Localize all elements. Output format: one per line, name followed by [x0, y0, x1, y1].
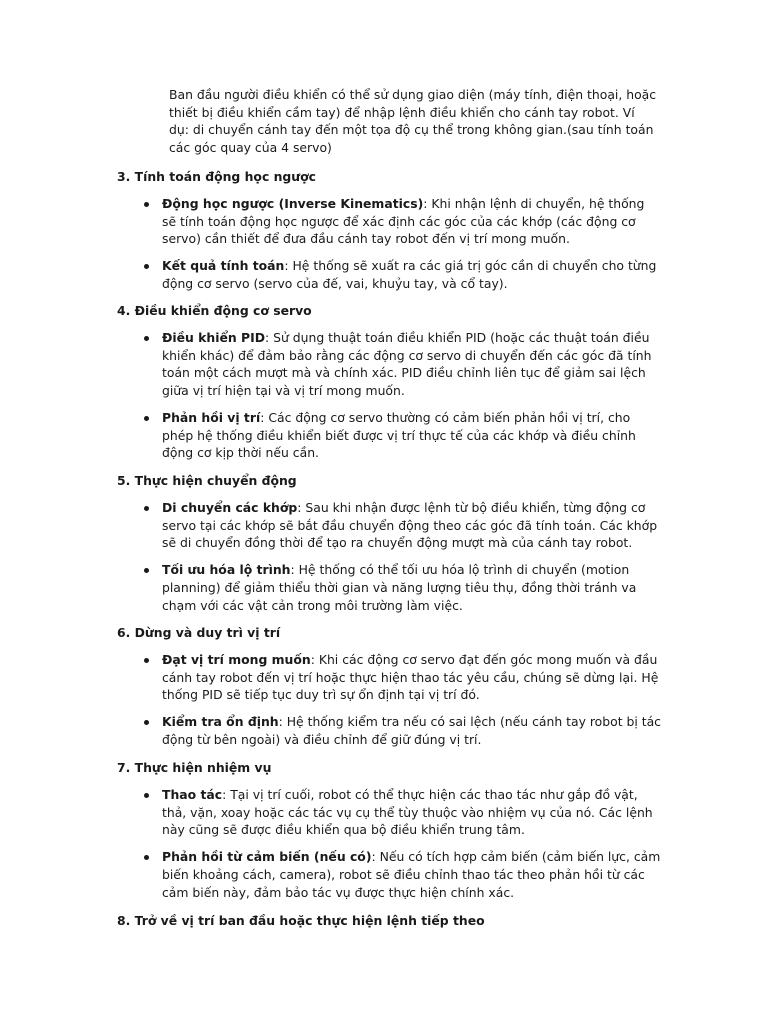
section-heading: 3. Tính toán động học ngược [117, 169, 316, 184]
item-term: Điều khiển PID [162, 330, 265, 345]
list-item [117, 257, 662, 292]
item-text: : Sử dụng thuật toán điều khiển PID (hoặc các thuật toán điều khiển khác) để đảm bảo rằng các động cơ servo di chuyển đến các góc đã tính toán một cách mượt mà và chính xác. PID điều chỉnh liên tục để giảm sai lệch giữa vị trí hiện tại và vị trí mong muốn. [162, 330, 652, 399]
item-text: : Hệ thống kiểm tra nếu có sai lệch (nếu cánh tay robot bị tác động từ bên ngoài) và điều chỉnh để giữ đúng vị trí. [162, 714, 661, 747]
item-text: : Khi các động cơ servo đạt đến góc mong muốn và đầu cánh tay robot đến vị trí hoặc thực hiện thao tác yêu cầu, chúng sẽ dừng lại. Hệ thống PID sẽ tiếp tục duy trì sự ổn định tại vị trí đó. [162, 652, 659, 703]
item-term: Kết quả tính toán [162, 258, 285, 274]
section-7 [117, 759, 662, 901]
section-heading: 8. Trở về vị trí ban đầu hoặc thực hiện lệnh tiếp theo [117, 913, 485, 928]
list-item [117, 195, 662, 248]
item-term: Phản hồi vị trí [162, 409, 261, 425]
item-term: Đạt vị trí mong muốn [162, 652, 311, 667]
section-8 [117, 912, 662, 930]
item-text: : Khi nhận lệnh di chuyển, hệ thống sẽ tính toán động học ngược để xác định các góc của các khớp (các động cơ servo) cần thiết để đưa đầu cánh tay robot đến vị trí mong muốn. [162, 196, 645, 247]
bullet-list [117, 786, 662, 901]
section-heading: 6. Dừng và duy trì vị trí [117, 625, 281, 640]
list-item [117, 713, 662, 748]
list-item [117, 786, 662, 839]
list-item [117, 848, 662, 901]
item-text: : Hệ thống sẽ xuất ra các giá trị góc cần di chuyển cho từng động cơ servo (servo của đế, vai, khuỷu tay, và cổ tay). [162, 258, 657, 291]
item-term: Kiểm tra ổn định [162, 714, 279, 730]
item-term: Thao tác [162, 787, 223, 802]
item-term: Tối ưu hóa lộ trình [162, 562, 291, 578]
item-text: : Nếu có tích hợp cảm biến (cảm biến lực, cảm biến khoảng cách, camera), robot sẽ điều chỉnh thao tác theo phản hồi từ các cảm biến này, đảm bảo tác vụ được thực hiện chính xác. [162, 849, 661, 900]
item-text: : Hệ thống có thể tối ưu hóa lộ trình di chuyển (motion planning) để giảm thiểu thời gian và năng lượng tiêu thụ, đồng thời tránh va chạm với các vật cản trong môi trường làm việc. [162, 562, 637, 613]
list-item [117, 329, 662, 400]
list-item [117, 561, 662, 614]
bullet-list [117, 195, 662, 293]
section-3 [117, 168, 662, 293]
item-text: : Sau khi nhận được lệnh từ bộ điều khiển, từng động cơ servo tại các khớp sẽ bắt đầu chuyển động theo các góc đã tính toán. Các khớp sẽ di chuyển đồng thời để tạo ra chuyển động mượt mà của cánh tay robot. [162, 500, 658, 551]
bullet-list [117, 329, 662, 462]
list-item [117, 499, 662, 552]
bullet-list [117, 499, 662, 614]
section-heading: 5. Thực hiện chuyển động [117, 473, 297, 488]
section-5 [117, 472, 662, 614]
list-item [117, 409, 662, 462]
intro-paragraph: Ban đầu người điều khiển có thể sử dụng giao diện (máy tính, điện thoại, hoặc thiết bị điều khiển cầm tay) để nhập lệnh điều khiển cho cánh tay robot. Ví dụ: di chuyển cánh tay đến một tọa độ cụ thể trong không gian.(sau tính toán các góc quay của 4 servo) [169, 87, 657, 156]
item-text: : Tại vị trí cuối, robot có thể thực hiện các thao tác như gắp đồ vật, thả, vặn, xoay hoặc các tác vụ cụ thể tùy thuộc vào nhiệm vụ của nó. Các lệnh này cũng sẽ được điều khiển qua bộ điều khiển trung tâm. [162, 787, 653, 838]
section-heading: 4. Điều khiển động cơ servo [117, 303, 312, 318]
section-heading: 7. Thực hiện nhiệm vụ [117, 760, 272, 775]
bullet-list [117, 651, 662, 749]
item-text: : Các động cơ servo thường có cảm biến phản hồi vị trí, cho phép hệ thống điều khiển biết được vị trí thực tế của các khớp và điều chỉnh động cơ kịp thời nếu cần. [162, 409, 636, 461]
section-4 [117, 302, 662, 462]
item-term: Di chuyển các khớp [162, 500, 298, 515]
list-item [117, 651, 662, 704]
item-term: Phản hồi từ cảm biến (nếu có) [162, 849, 372, 865]
item-term: Động học ngược (Inverse Kinematics) [162, 196, 424, 211]
section-6 [117, 624, 662, 749]
